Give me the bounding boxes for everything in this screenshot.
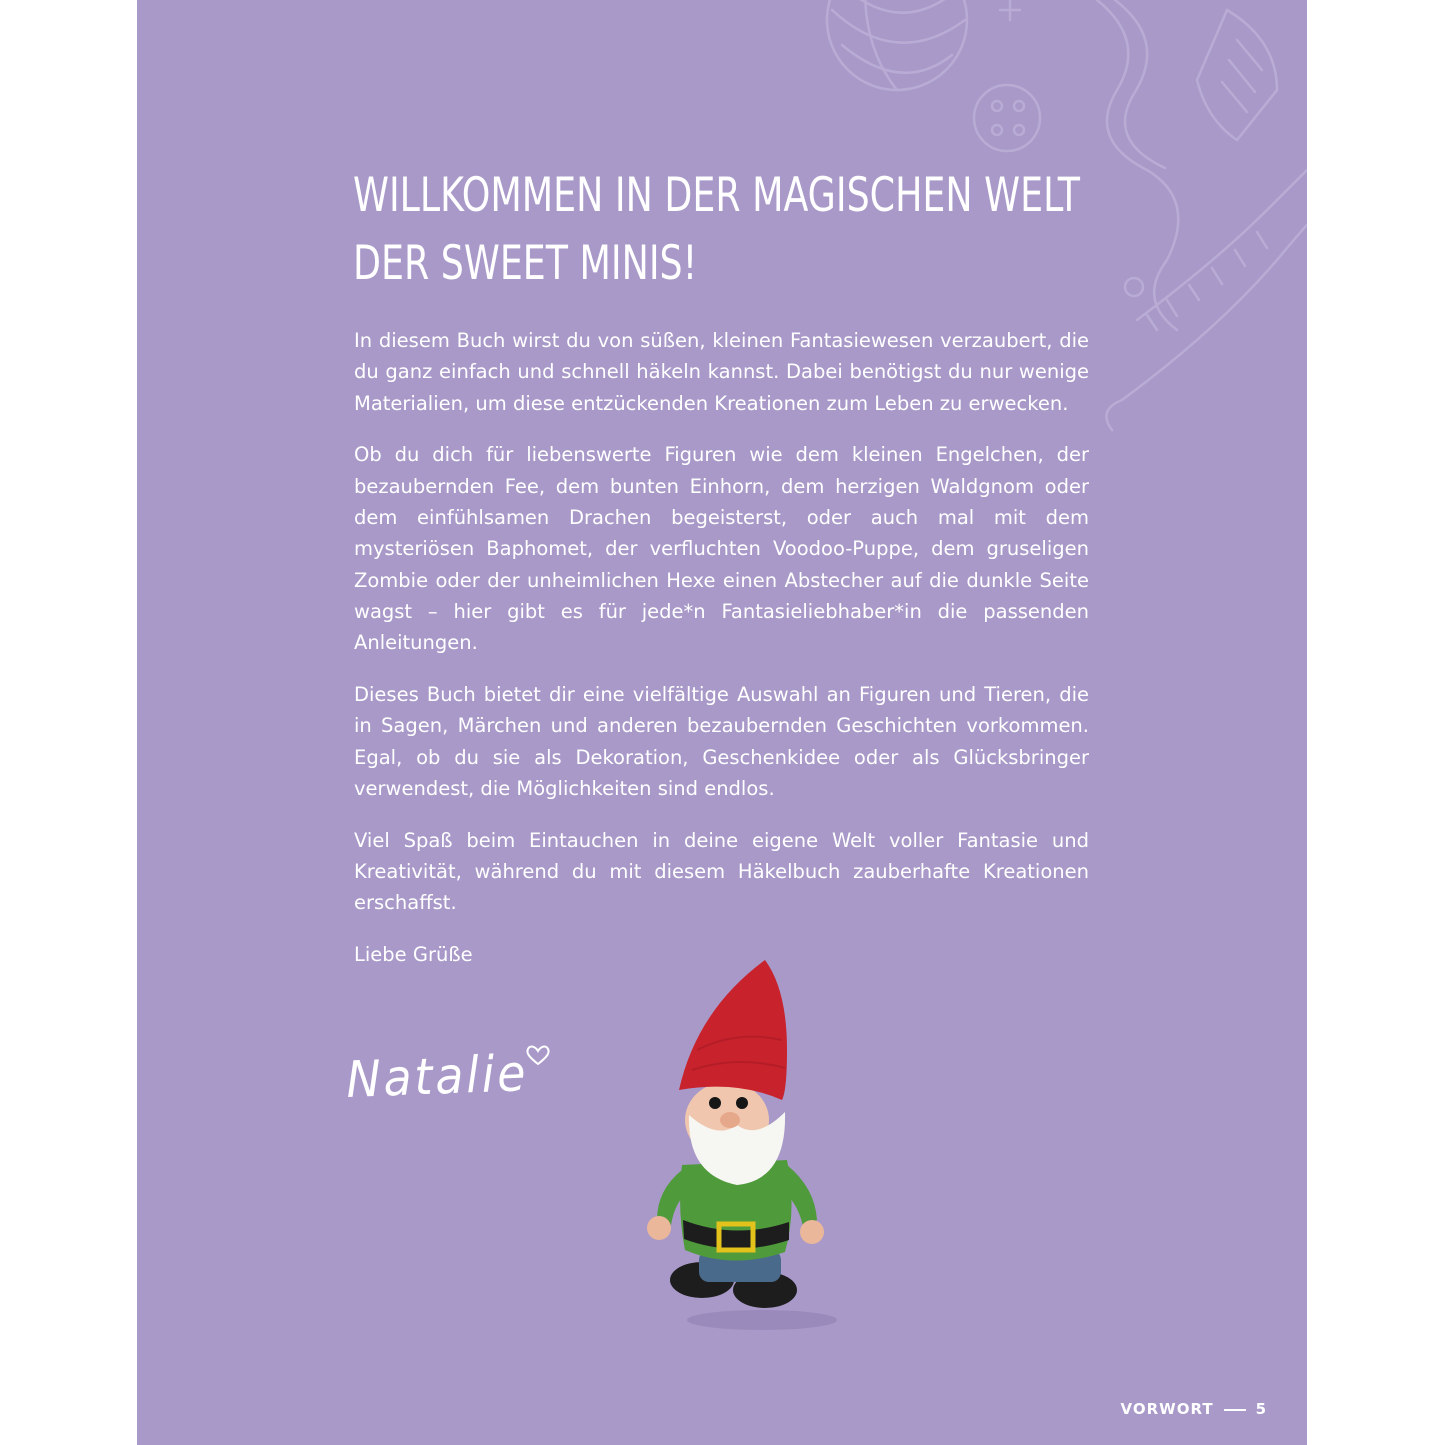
footer-section: VORWORT	[1120, 1400, 1214, 1418]
foreword-text	[354, 325, 1089, 991]
signature-text: Natalie	[345, 1044, 530, 1109]
page-title	[353, 162, 1080, 298]
crocheted-gnome-image	[637, 950, 857, 1340]
title-line-2: DER SWEET MINIS!	[353, 236, 698, 291]
paragraph-2: Ob du dich für liebenswerte Figuren wie dem kleinen Engelchen, der bezaubernden Fee, dem bunten Einhorn, dem herzigen Waldgnom oder dem einfühlsamen Drachen begeisterst, oder auch mal mit dem mysteriösen Baphomet, der verfluchten Voodoo-Puppe, dem gruseligen Zombie oder der unheimlichen Hexe einen Abstecher auf die dunkle Seite wagst – hier gibt es für jede*n Fantasieliebhaber*in die passenden Anleitungen.	[354, 443, 1089, 655]
footer-dash	[1224, 1409, 1246, 1411]
title-line-1: WILLKOMMEN IN DER MAGISCHEN WELT	[353, 168, 1080, 223]
paragraph-1: In diesem Buch wirst du von süßen, kleinen Fantasiewesen verzaubert, die du ganz einfach und schnell häkeln kannst. Dabei benötigst du nur wenige Materialien, um diese entzückenden Kreationen zum Leben zu erwecken.	[354, 329, 1089, 415]
paragraph-4: Viel Spaß beim Eintauchen in deine eigene Welt voller Fantasie und Kreativität, während du mit diesem Häkelbuch zauberhafte Kreationen erschaffst.	[354, 828, 1089, 915]
book-page	[137, 0, 1307, 1445]
signature	[345, 1040, 565, 1120]
heart-icon	[525, 1044, 551, 1066]
page-number: 5	[1255, 1400, 1267, 1418]
page-footer	[1121, 1400, 1268, 1418]
paragraph-3: Dieses Buch bietet dir eine vielfältige Auswahl an Figuren und Tieren, die in Sagen, Märchen und anderen bezaubernden Geschichten vorkommen. Egal, ob du sie als Dekoration, Geschenkidee oder als Glücksbringer verwendest, die Möglichkeiten sind endlos.	[354, 682, 1089, 800]
greeting: Liebe Grüße	[354, 943, 473, 967]
